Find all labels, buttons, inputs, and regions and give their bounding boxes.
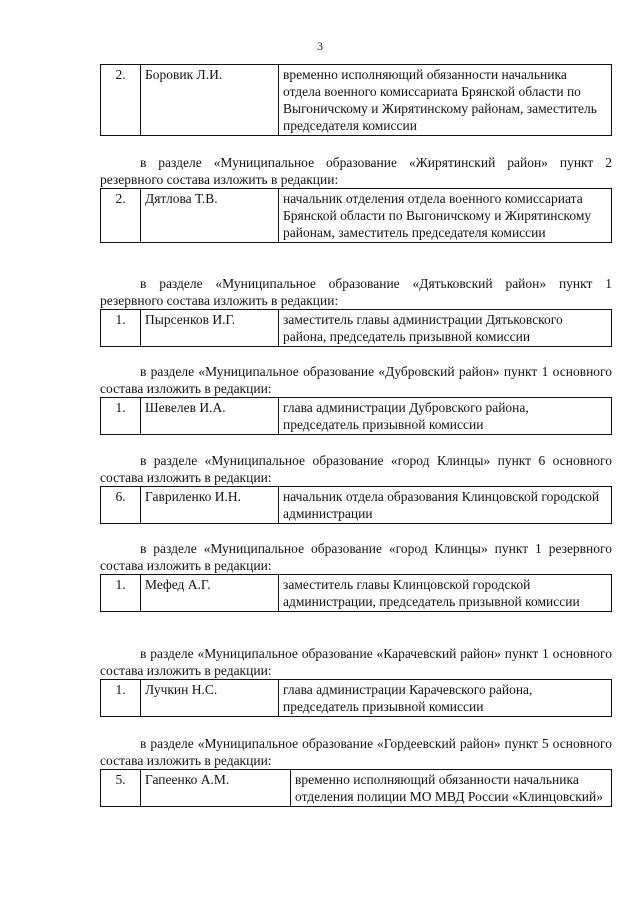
section-dyatkovsky [100, 275, 612, 347]
section-karachevsky [100, 645, 612, 717]
member-table [100, 397, 612, 435]
table-row [101, 398, 612, 435]
row-number: 2. [101, 65, 141, 136]
amendment-intro: в разделе «Муниципальное образование «Дубровский район» пункт 1 основного состава изложить в редакции: [100, 364, 612, 396]
member-table [100, 574, 612, 612]
member-table [100, 769, 612, 807]
member-position: заместитель главы Клинцовской городской администрации, председатель призывной комиссии [279, 575, 612, 612]
member-name: Мефед А.Г. [141, 575, 279, 612]
row-number: 6. [101, 487, 141, 524]
section-gordeevsky [100, 735, 612, 807]
amendment-intro: в разделе «Муниципальное образование «Карачевский район» пункт 1 основного состава изложить в редакции: [100, 646, 612, 678]
table-row [101, 189, 612, 243]
table-row [101, 487, 612, 524]
member-position: заместитель главы администрации Дятьковского района, председатель призывной комиссии [279, 310, 612, 347]
member-name: Пырсенков И.Г. [141, 310, 279, 347]
row-number: 1. [101, 680, 141, 717]
amendment-intro: в разделе «Муниципальное образование «Дятьковский район» пункт 1 резервного состава изложить в редакции: [100, 276, 612, 308]
member-name: Гавриленко И.Н. [141, 487, 279, 524]
member-name: Лучкин Н.С. [141, 680, 279, 717]
member-position: начальник отдела образования Клинцовской городской администрации [279, 487, 612, 524]
section-dubrovsky [100, 363, 612, 435]
row-number: 1. [101, 310, 141, 347]
section-klintsy-education [100, 452, 612, 524]
member-table [100, 309, 612, 347]
row-number: 2. [101, 189, 141, 243]
amendment-intro: в разделе «Муниципальное образование «город Клинцы» пункт 6 основного состава изложить в редакции: [100, 453, 612, 485]
member-position: временно исполняющий обязанности начальника отделения полиции МО МВД России «Клинцовский» [291, 770, 612, 807]
member-name: Дятлова Т.В. [141, 189, 279, 243]
member-position: временно исполняющий обязанности начальника отдела военного комиссариата Брянской области по Выгоничскому и Жирятинскому районам, заместитель председателя комиссии [279, 65, 612, 136]
member-name: Шевелев И.А. [141, 398, 279, 435]
section-zhiryatinsky [100, 154, 612, 243]
amendment-intro: в разделе «Муниципальное образование «город Клинцы» пункт 1 резервного состава изложить в редакции: [100, 541, 612, 573]
row-number: 1. [101, 575, 141, 612]
row-number: 5. [101, 770, 141, 807]
member-table [100, 679, 612, 717]
member-table [100, 64, 612, 136]
page-number: 3 [317, 39, 323, 53]
member-name: Гапеенко А.М. [141, 770, 291, 807]
section-klintsy-reserve [100, 540, 612, 612]
table-row [101, 680, 612, 717]
table-row [101, 575, 612, 612]
row-number: 1. [101, 398, 141, 435]
amendment-intro: в разделе «Муниципальное образование «Жирятинский район» пункт 2 резервного состава изложить в редакции: [100, 155, 612, 187]
table-row [101, 770, 612, 807]
member-position: глава администрации Карачевского района, председатель призывной комиссии [279, 680, 612, 717]
member-name: Боровик Л.И. [141, 65, 279, 136]
section-borovik [100, 64, 612, 136]
table-row [101, 65, 612, 136]
table-row [101, 310, 612, 347]
member-table [100, 486, 612, 524]
member-table [100, 188, 612, 243]
member-position: глава администрации Дубровского района, председатель призывной комиссии [279, 398, 612, 435]
amendment-intro: в разделе «Муниципальное образование «Гордеевский район» пункт 5 основного состава изложить в редакции: [100, 736, 612, 768]
member-position: начальник отделения отдела военного комиссариата Брянской области по Выгоничскому и Жирятинскому районам, заместитель председателя комиссии [279, 189, 612, 243]
